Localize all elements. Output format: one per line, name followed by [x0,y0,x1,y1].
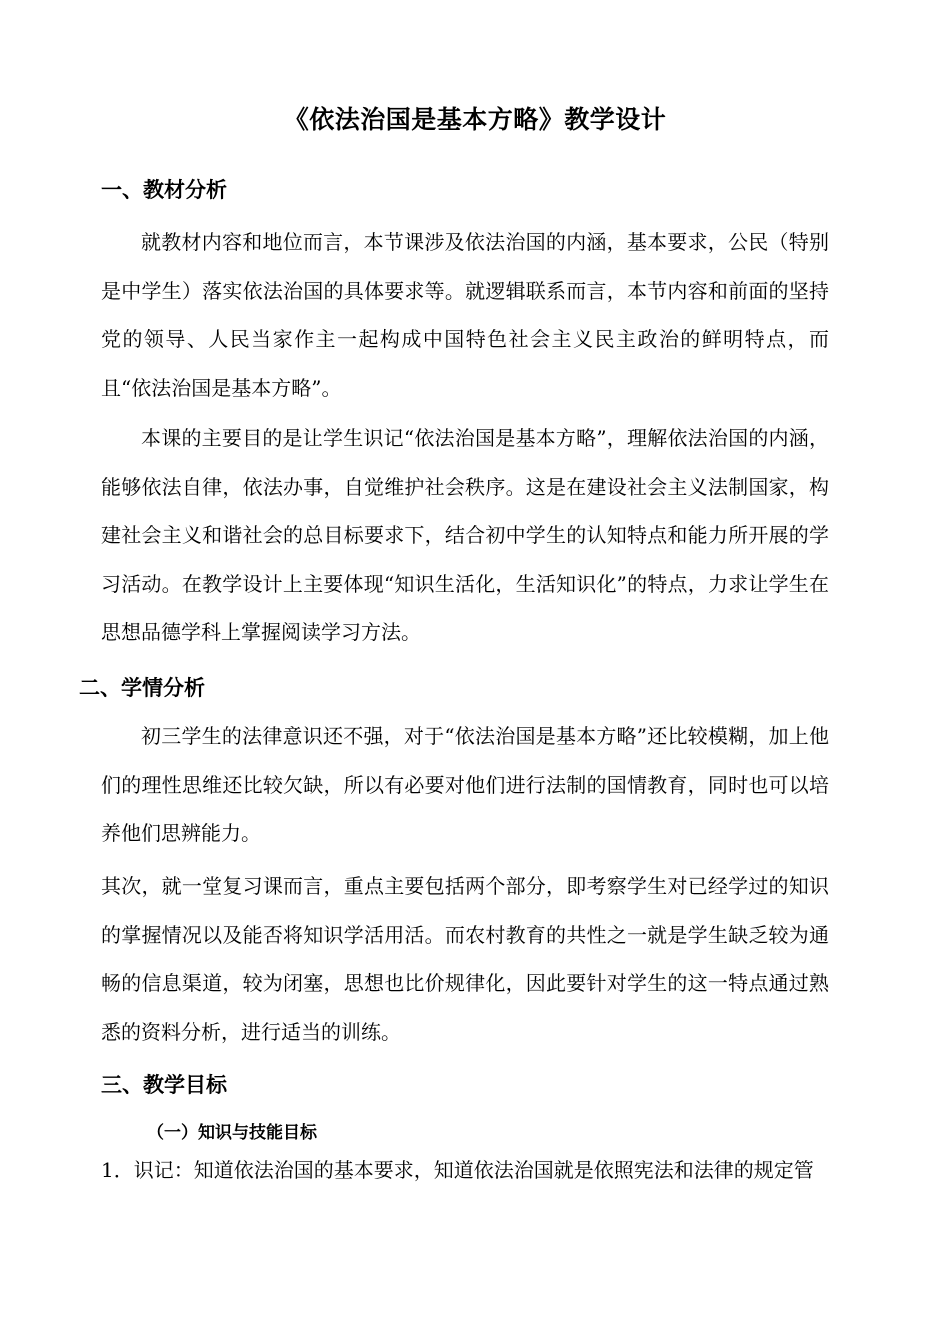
paragraph-review-class: 其次，就一堂复习课而言，重点主要包括两个部分，即考察学生对已经学过的知识的掌握情况以及能否将知识学活用活。而农村教育的共性之一就是学生缺乏较为通畅的信息渠道，较为闭塞，思想也比价规律化，因此要针对学生的这一特点通过熟悉的资料分析，进行适当的训练。 [101,874,829,1044]
goal-list-item: 1．识记：知道依法治国的基本要求，知道依法治国就是依照宪法和法律的规定管 [101,1158,814,1182]
section-heading-teaching-goals: 三、教学目标 [101,1073,227,1097]
paragraph-student-legal-awareness: 初三学生的法律意识还不强，对于“依法治国是基本方略”还比较模糊，加上他们的理性思维还比较欠缺，所以有必要对他们进行法制的国情教育，同时也可以培养他们思辨能力。 [101,724,829,845]
paragraph-lesson-purpose: 本课的主要目的是让学生识记“依法治国是基本方略”，理解依法治国的内涵，能够依法自律，依法办事，自觉维护社会秩序。这是在建设社会主义法制国家，构建社会主义和谐社会的总目标要求下，结合初中学生的认知特点和能力所开展的学习活动。在教学设计上主要体现“知识生活化，生活知识化”的特点，力求让学生在思想品德学科上掌握阅读学习方法。 [101,426,829,644]
section-heading-student-analysis: 二、学情分析 [79,676,205,700]
paragraph-textbook-content: 就教材内容和地位而言，本节课涉及依法治国的内涵，基本要求，公民（特别是中学生）落实依法治国的具体要求等。就逻辑联系而言，本节内容和前面的坚持党的领导、人民当家作主一起构成中国特色社会主义民主政治的鲜明特点，而且“依法治国是基本方略”。 [101,230,829,400]
document-title: 《依法治国是基本方略》教学设计 [283,105,667,134]
subheading-knowledge-skills: （一）知识与技能目标 [147,1123,317,1143]
section-heading-textbook-analysis: 一、教材分析 [101,178,227,202]
